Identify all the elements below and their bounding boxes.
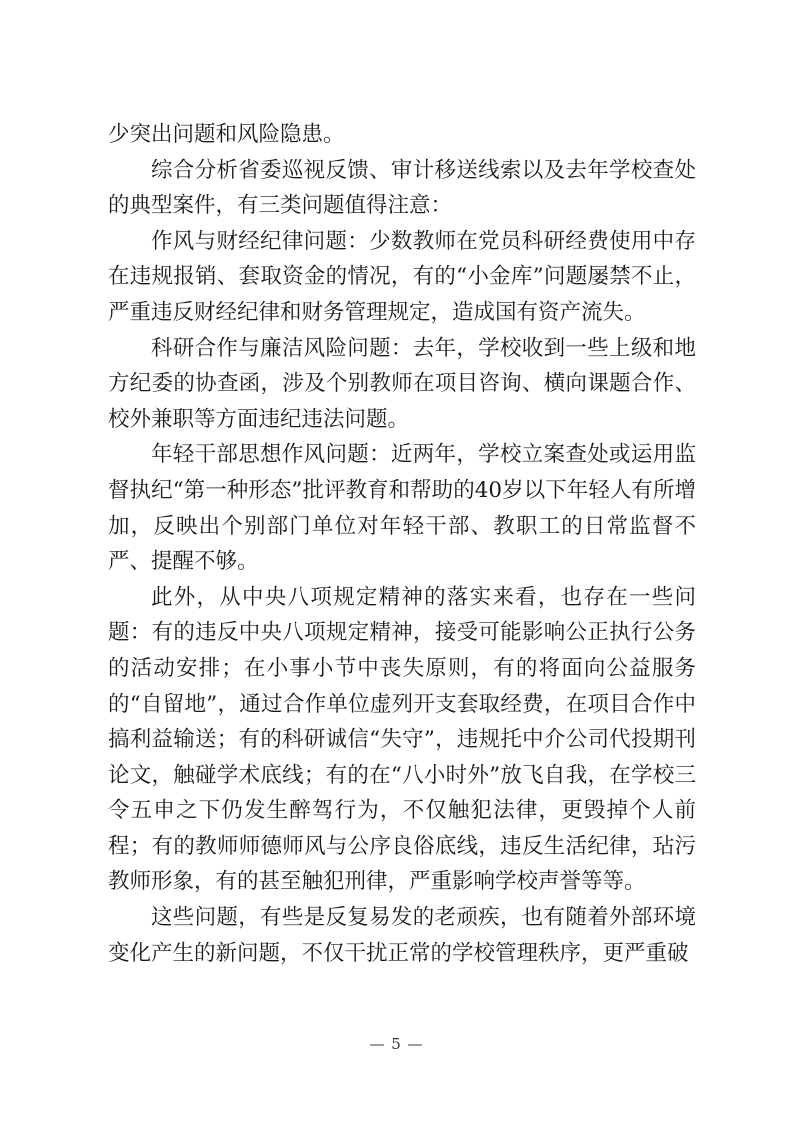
paragraph-5: 年轻干部思想作风问题：近两年，学校立案查处或运用监督执纪“第一种形态”批评教育和帮助的40岁以下年轻人有所增加，反映出个别部门单位对年轻干部、教职工的日常监督不严、提醒不够。 [108, 442, 696, 575]
paragraph-6: 此外，从中央八项规定精神的落实来看，也存在一些问题：有的违反中央八项规定精神，接受可能影响公正执行公务的活动安排；在小事小节中丧失原则，有的将面向公益服务的“自留地”，通过合作单位虚列开支套取经费，在项目合作中搞利益输送；有的科研诚信“失守”，违规托中介公司代投期刊论文，触碰学术底线；有的在“八小时外”放飞自我，在学校三令五申之下仍发生醉驾行为，不仅触犯法律，更毁掉个人前程；有的教师师德师风与公序良俗底线，违反生活纪律，玷污教师形象，有的甚至触犯刑律，严重影响学校声誉等等。 [108, 584, 696, 895]
page-number: — 5 — [369, 1035, 424, 1053]
paragraph-7: 这些问题，有些是反复易发的老顽疾，也有随着外部环境变化产生的新问题，不仅干扰正常的学校管理秩序，更严重破 [108, 905, 696, 966]
paragraph-4: 科研合作与廉洁风险问题：去年，学校收到一些上级和地方纪委的协查函，涉及个别教师在项目咨询、横向课题合作、校外兼职等方面违纪违法问题。 [108, 335, 696, 432]
body-text [108, 117, 696, 971]
paragraph-3: 作风与财经纪律问题：少数教师在党员科研经费使用中存在违规报销、套取资金的情况，有的“小金库”问题屡禁不止，严重违反财经纪律和财务管理规定，造成国有资产流失。 [108, 228, 696, 325]
paragraph-2: 综合分析省委巡视反馈、审计移送线索以及去年学校查处的典型案件，有三类问题值得注意： [108, 157, 696, 219]
paragraph-1-continued: 少突出问题和风险隐患。 [108, 122, 345, 147]
